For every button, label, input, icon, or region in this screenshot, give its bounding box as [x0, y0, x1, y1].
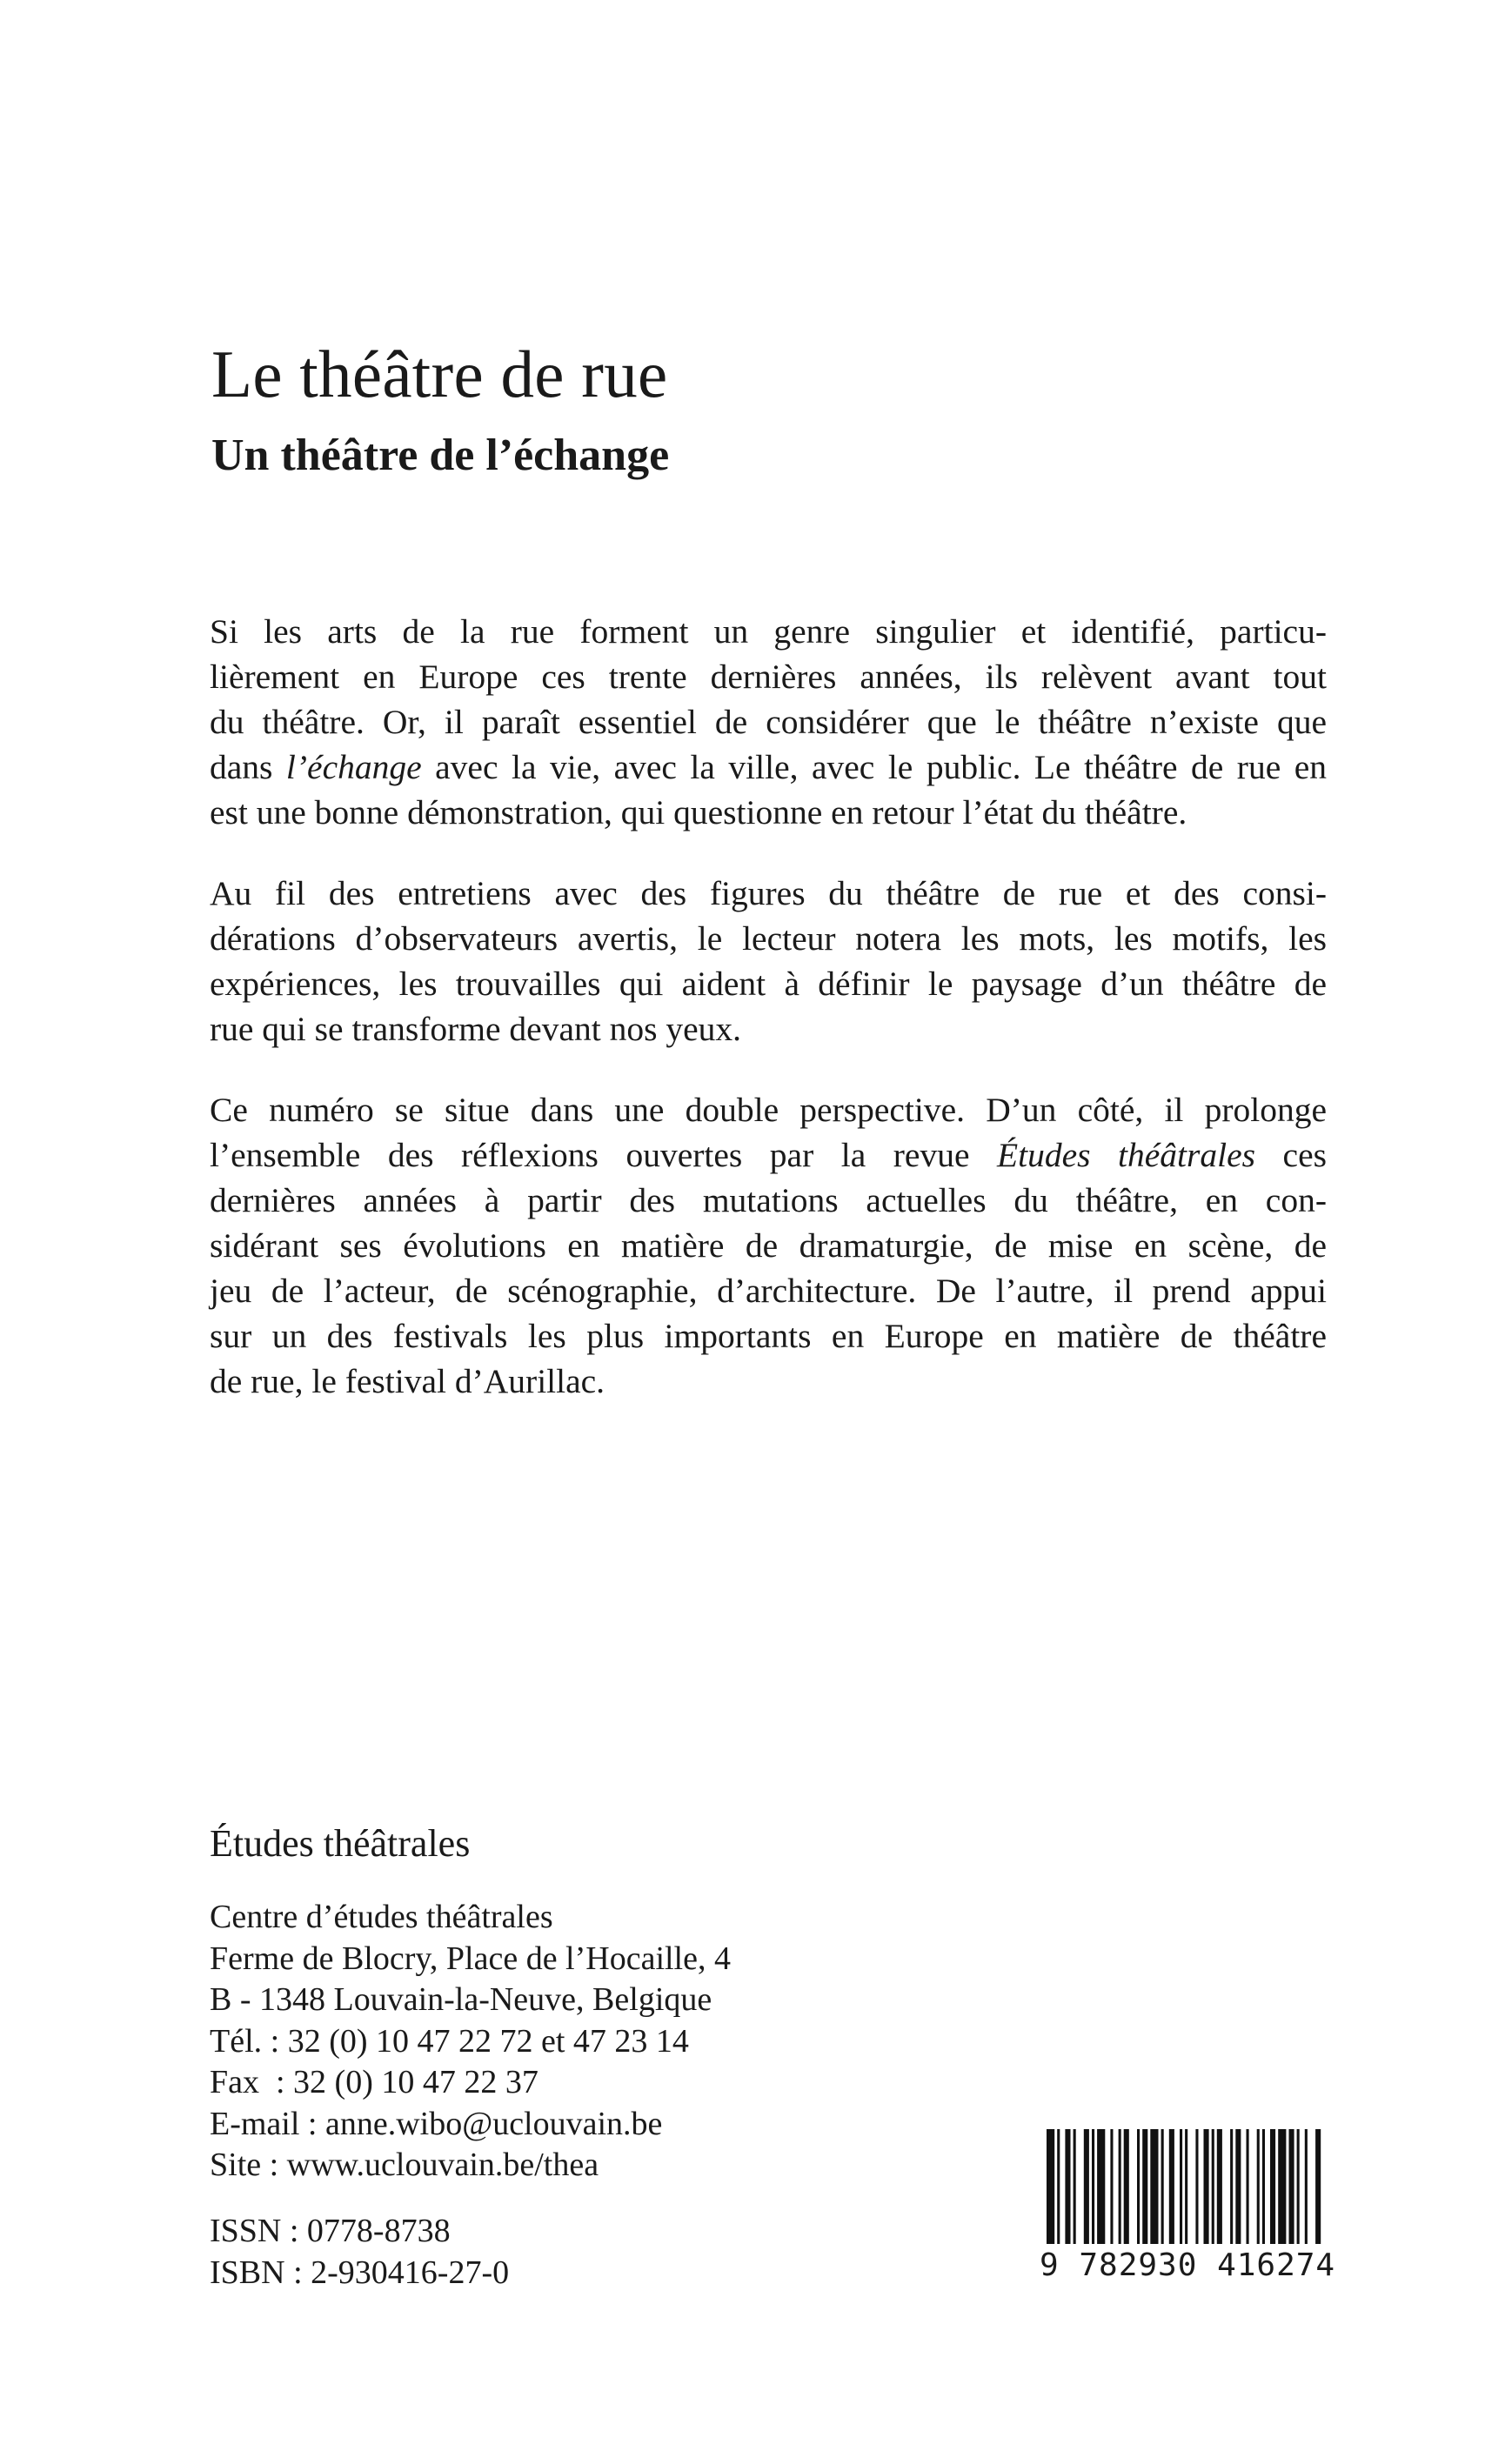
address-line-institution: Centre d’études théâtrales — [210, 1899, 553, 1935]
barcode-bar — [1137, 2129, 1140, 2244]
barcode-bar — [1289, 2129, 1294, 2244]
publisher-address — [210, 1897, 731, 2187]
barcode-bar — [1119, 2129, 1121, 2244]
blurb-line: sur un des festivals les plus importants en Europe en matière de théâtre — [210, 1317, 1327, 1355]
barcode-bar — [1150, 2129, 1158, 2244]
barcode-bar — [1057, 2129, 1060, 2244]
barcode-bar — [1110, 2129, 1113, 2244]
address-line-email: E-mail : anne.wibo@uclouvain.be — [210, 2105, 663, 2142]
blurb-line: rue qui se transforme devant nos yeux. — [210, 1010, 741, 1048]
barcode-bar — [1305, 2129, 1308, 2244]
blurb-line: lièrement en Europe ces trente dernières années, ils relèvent avant tout — [210, 658, 1327, 696]
barcode-bar — [1169, 2129, 1174, 2244]
barcode-bar — [1084, 2129, 1089, 2244]
barcode-bar — [1204, 2129, 1209, 2244]
barcode-bar — [1097, 2129, 1105, 2244]
barcode-bar — [1297, 2129, 1300, 2244]
barcode-bar — [1257, 2129, 1260, 2244]
italic-title: Études théâtrales — [997, 1136, 1256, 1174]
barcode-bar — [1195, 2129, 1198, 2244]
address-line-fax: Fax : 32 (0) 10 47 22 37 — [210, 2064, 538, 2100]
barcode-bar — [1262, 2129, 1265, 2244]
series-name: Études théâtrales — [210, 1822, 471, 1865]
blurb-line: expériences, les trouvailles qui aident à définir le paysage d’un théâtre de — [210, 965, 1327, 1003]
blurb-line: l’ensemble des réflexions ouvertes par la revue Études théâtrales ces — [210, 1136, 1327, 1174]
book-title: Le théâtre de rue — [211, 337, 668, 411]
barcode-bar — [1074, 2129, 1076, 2244]
barcode-bar — [1142, 2129, 1147, 2244]
barcode-bar — [1047, 2129, 1054, 2244]
blurb-paragraph-2 — [210, 871, 1327, 1052]
barcode-bar — [1161, 2129, 1164, 2244]
blurb-line: dans l’échange avec la vie, avec la ville, avec le public. Le théâtre de rue en — [210, 748, 1328, 786]
blurb-line: Ce numéro se situe dans une double perspective. D’un côté, il prolonge — [210, 1091, 1327, 1129]
barcode-bar — [1315, 2129, 1321, 2244]
blurb-paragraph-3 — [210, 1087, 1327, 1404]
identifiers — [210, 2211, 509, 2294]
italic-title: l’échange — [285, 748, 422, 786]
address-line-phone: Tél. : 32 (0) 10 47 22 72 et 47 23 14 — [210, 2022, 689, 2060]
barcode-bar — [1065, 2129, 1070, 2244]
barcode-bar — [1185, 2129, 1187, 2244]
isbn-barcode — [1040, 2129, 1336, 2286]
blurb-line: de rue, le festival d’Aurillac. — [210, 1362, 605, 1400]
barcode-digits: 9 782930 416274 — [1040, 2247, 1336, 2283]
blurb-line: Au fil des entretiens avec des figures du théâtre de rue et des consi- — [210, 874, 1327, 912]
book-subtitle: Un théâtre de l’échange — [211, 431, 670, 480]
barcode-bar — [1212, 2129, 1214, 2244]
barcode-bar — [1180, 2129, 1182, 2244]
address-line-city: B - 1348 Louvain-la-Neuve, Belgique — [210, 1981, 712, 2018]
blurb-line: dérations d’observateurs avertis, le lecteur notera les mots, les motifs, les — [210, 919, 1327, 958]
barcode-bar — [1124, 2129, 1129, 2244]
barcode-bar — [1217, 2129, 1222, 2244]
blurb-line: dernières années à partir des mutations actuelles du théâtre, en con- — [210, 1181, 1327, 1219]
blurb-line: jeu de l’acteur, de scénographie, d’architecture. De l’autre, il prend appui — [210, 1272, 1327, 1310]
blurb-line: Si les arts de la rue forment un genre singulier et identifié, particu- — [210, 612, 1327, 651]
blurb-line: sidérant ses évolutions en matière de dramaturgie, de mise en scène, de — [210, 1226, 1327, 1265]
issn: ISSN : 0778-8738 — [210, 2213, 451, 2249]
blurb-paragraph-1 — [210, 609, 1327, 835]
barcode-bar — [1270, 2129, 1275, 2244]
isbn: ISBN : 2-930416-27-0 — [210, 2254, 510, 2291]
blurb-line: est une bonne démonstration, qui questionne en retour l’état du théâtre. — [210, 793, 1187, 831]
barcode-bar — [1092, 2129, 1094, 2244]
barcode-bar — [1247, 2129, 1249, 2244]
address-line-site: Site : www.uclouvain.be/thea — [210, 2147, 599, 2183]
barcode-bars — [1040, 2129, 1327, 2247]
barcode-bar — [1235, 2129, 1241, 2244]
blurb-line: du théâtre. Or, il paraît essentiel de considérer que le théâtre n’existe que — [210, 703, 1327, 741]
barcode-bar — [1278, 2129, 1286, 2244]
address-line-street: Ferme de Blocry, Place de l’Hocaille, 4 — [210, 1940, 731, 1977]
barcode-bar — [1230, 2129, 1233, 2244]
blurb — [210, 609, 1327, 1439]
